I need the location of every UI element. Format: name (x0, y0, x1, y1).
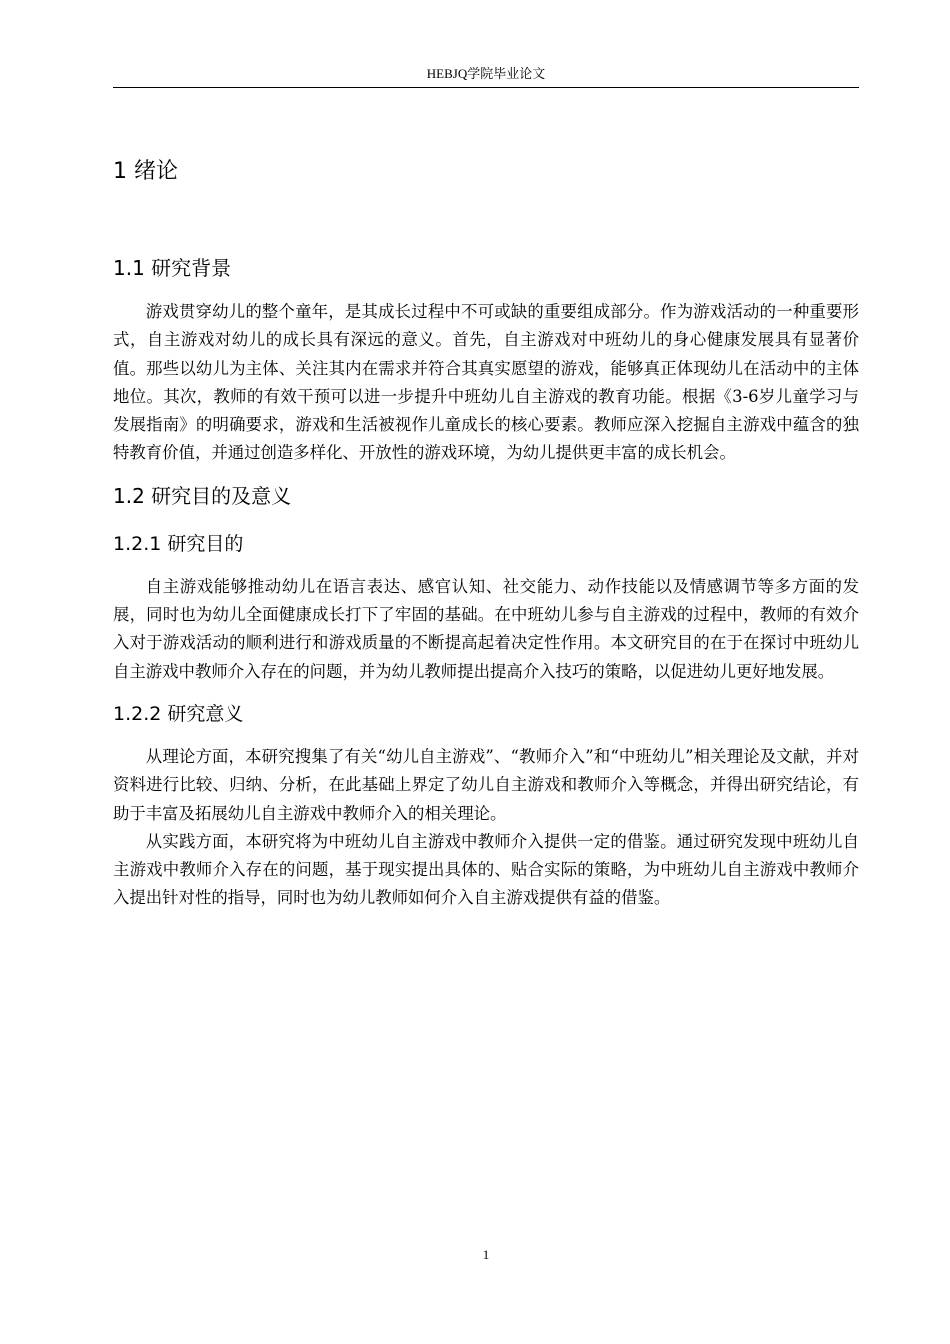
section-heading-background: 1.1 研究背景 (113, 256, 232, 280)
paragraph-significance-practice: 从实践方面，本研究将为中班幼儿自主游戏中教师介入提供一定的借鉴。通过研究发现中班幼儿自主游戏中教师介入存在的问题，基于现实提出具体的、贴合实际的策略，为中班幼儿自主游戏中教师介入提出针对性的指导，同时也为幼儿教师如何介入自主游戏提供有益的借鉴。 (113, 831, 859, 908)
paragraph-significance-theory: 从理论方面，本研究搜集了有关“幼儿自主游戏”、“教师介入”和“中班幼儿”相关理论及文献，并对资料进行比较、归纳、分析，在此基础上界定了幼儿自主游戏和教师介入等概念，并得出研究结论，有助于丰富及拓展幼儿自主游戏中教师介入的相关理论。 (113, 746, 859, 823)
page-number: 1 (482, 1247, 490, 1262)
chapter-title: 1 绪论 (113, 159, 178, 184)
paragraph-background: 游戏贯穿幼儿的整个童年，是其成长过程中不可或缺的重要组成部分。作为游戏活动的一种重要形式，自主游戏对幼儿的成长具有深远的意义。首先，自主游戏对中班幼儿的身心健康发展具有显著价值。那些以幼儿为主体、关注其内在需求并符合其真实愿望的游戏，能够真正体现幼儿在活动中的主体地位。其次，教师的有效干预可以进一步提升中班幼儿自主游戏的教育功能。根据《3-6岁儿童学习与发展指南》的明确要求，游戏和生活被视作儿童成长的核心要素。教师应深入挖掘自主游戏中蕴含的独特教育价值，并通过创造多样化、开放性的游戏环境，为幼儿提供更丰富的成长机会。 (113, 302, 859, 463)
paragraph-purpose: 自主游戏能够推动幼儿在语言表达、感官认知、社交能力、动作技能以及情感调节等多方面的发展，同时也为幼儿全面健康成长打下了牢固的基础。在中班幼儿参与自主游戏的过程中，教师的有效介入对于游戏活动的顺利进行和游戏质量的不断提高起着决定性作用。本文研究目的在于在探讨中班幼儿自主游戏中教师介入存在的问题，并为幼儿教师提出提高介入技巧的策略，以促进幼儿更好地发展。 (113, 576, 859, 681)
section-heading-purpose-significance: 1.2 研究目的及意义 (113, 483, 292, 508)
subsection-heading-purpose: 1.2.1 研究目的 (113, 532, 244, 555)
document-body (113, 150, 859, 913)
page-header (113, 64, 859, 88)
subsection-heading-significance: 1.2.2 研究意义 (113, 702, 244, 725)
header-title: HEBJQ学院毕业论文 (426, 66, 546, 81)
